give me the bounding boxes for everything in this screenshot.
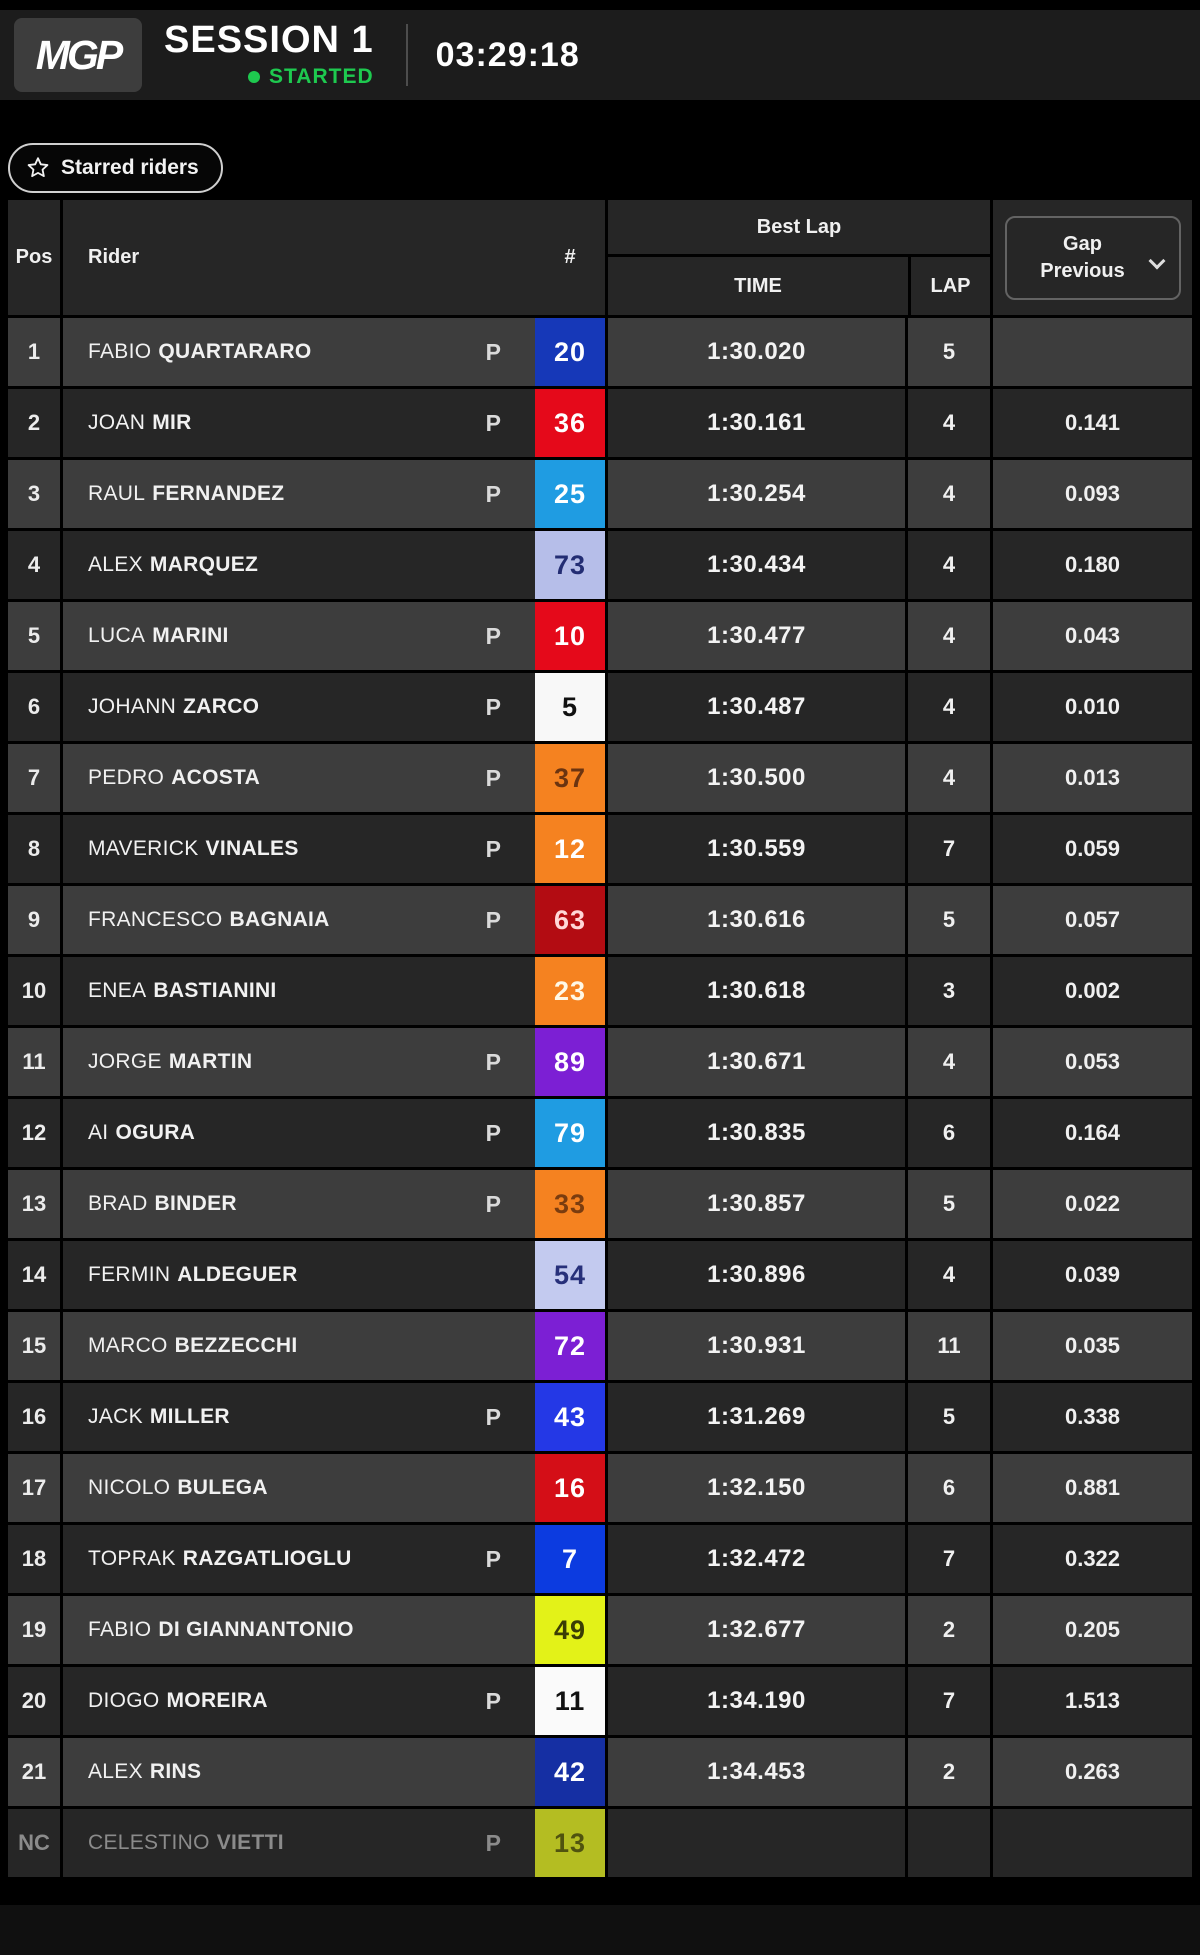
session-clock: 03:29:18: [435, 35, 580, 74]
column-header-time: TIME: [734, 274, 782, 297]
rider-number-plate: 7: [535, 1525, 605, 1593]
rider-number-plate: 54: [535, 1241, 605, 1309]
rider-cell: [60, 389, 535, 457]
best-lap-time: 1:30.161: [605, 389, 905, 457]
rider-cell: [60, 1596, 535, 1664]
gap-value: 0.002: [990, 957, 1192, 1025]
pit-indicator: P: [485, 1403, 501, 1430]
best-lap-number: 6: [905, 1099, 990, 1167]
rider-number-plate: 10: [535, 602, 605, 670]
rider-number-plate: 63: [535, 886, 605, 954]
best-lap-time: 1:30.616: [605, 886, 905, 954]
best-lap-time: 1:30.254: [605, 460, 905, 528]
best-lap-number: 7: [905, 815, 990, 883]
gap-value: [990, 1809, 1192, 1877]
best-lap-number: 11: [905, 1312, 990, 1380]
best-lap-number: 4: [905, 531, 990, 599]
timing-row[interactable]: [8, 1667, 1192, 1738]
rider-name: AI OGURA: [88, 1121, 196, 1144]
rider-number-plate: 23: [535, 957, 605, 1025]
best-lap-number: 6: [905, 1454, 990, 1522]
position-value: 15: [21, 1333, 47, 1358]
rider-number-plate: 20: [535, 318, 605, 386]
timing-row[interactable]: [8, 531, 1192, 602]
best-lap-time: 1:30.020: [605, 318, 905, 386]
rider-name: JACK MILLER: [88, 1405, 230, 1428]
rider-name: TOPRAK RAZGATLIOGLU: [88, 1547, 352, 1570]
rider-name: JOHANN ZARCO: [88, 695, 260, 718]
timing-row[interactable]: [8, 318, 1192, 389]
best-lap-number: 7: [905, 1667, 990, 1735]
rider-name: FERMIN ALDEGUER: [88, 1263, 298, 1286]
rider-number-plate: 25: [535, 460, 605, 528]
rider-name: FABIO QUARTARARO: [88, 340, 312, 363]
position-value: 14: [21, 1262, 47, 1287]
gap-value: 0.053: [990, 1028, 1192, 1096]
timing-row[interactable]: [8, 673, 1192, 744]
timing-row[interactable]: [8, 1312, 1192, 1383]
rider-cell: [60, 1241, 535, 1309]
top-bar: [0, 10, 1200, 100]
gap-value: 0.013: [990, 744, 1192, 812]
best-lap-time: 1:32.677: [605, 1596, 905, 1664]
rider-name: DIOGO MOREIRA: [88, 1689, 268, 1712]
status-dot-icon: [248, 71, 260, 83]
pit-indicator: P: [485, 764, 501, 791]
best-lap-number: 4: [905, 1028, 990, 1096]
best-lap-time: 1:30.671: [605, 1028, 905, 1096]
rider-name: ENEA BASTIANINI: [88, 979, 277, 1002]
rider-cell: [60, 1525, 535, 1593]
best-lap-time: 1:31.269: [605, 1383, 905, 1451]
rider-number-plate: 13: [535, 1809, 605, 1877]
timing-row[interactable]: [8, 744, 1192, 815]
position-value: 9: [27, 907, 41, 932]
pit-indicator: P: [485, 1829, 501, 1856]
best-lap-time: 1:30.487: [605, 673, 905, 741]
rider-cell: [60, 1170, 535, 1238]
best-lap-time: [605, 1809, 905, 1877]
best-lap-time: 1:30.500: [605, 744, 905, 812]
gap-value: 0.039: [990, 1241, 1192, 1309]
best-lap-time: 1:30.857: [605, 1170, 905, 1238]
best-lap-time: 1:30.835: [605, 1099, 905, 1167]
best-lap-time: 1:30.477: [605, 602, 905, 670]
position-value: 13: [21, 1191, 47, 1216]
gap-value: 0.164: [990, 1099, 1192, 1167]
session-title: SESSION 1: [164, 19, 374, 61]
rider-number-plate: 5: [535, 673, 605, 741]
timing-row[interactable]: [8, 1596, 1192, 1667]
position-value: 2: [27, 410, 41, 435]
column-header-best-lap: [605, 200, 990, 315]
header-divider: [406, 24, 408, 86]
best-lap-number: 5: [905, 886, 990, 954]
table-header: [8, 200, 1192, 318]
best-lap-time: 1:30.931: [605, 1312, 905, 1380]
best-lap-number: 3: [905, 957, 990, 1025]
rider-name: RAUL FERNANDEZ: [88, 482, 285, 505]
rider-number-plate: 43: [535, 1383, 605, 1451]
position-value: NC: [18, 1830, 50, 1855]
pit-indicator: P: [485, 622, 501, 649]
gap-value: 0.043: [990, 602, 1192, 670]
rider-name: PEDRO ACOSTA: [88, 766, 261, 789]
session-status: [248, 65, 374, 89]
rider-cell: [60, 460, 535, 528]
best-lap-time: 1:34.453: [605, 1738, 905, 1806]
rider-number-plate: 73: [535, 531, 605, 599]
gap-value: 0.057: [990, 886, 1192, 954]
gap-value: [990, 318, 1192, 386]
gap-value: 0.881: [990, 1454, 1192, 1522]
timing-row[interactable]: [8, 1241, 1192, 1312]
best-lap-time: 1:34.190: [605, 1667, 905, 1735]
rider-name: JORGE MARTIN: [88, 1050, 253, 1073]
gap-value: 0.180: [990, 531, 1192, 599]
best-lap-number: 4: [905, 673, 990, 741]
rider-number-plate: 33: [535, 1170, 605, 1238]
column-header-pos: Pos: [15, 246, 53, 268]
pit-indicator: P: [485, 1190, 501, 1217]
best-lap-time: 1:32.472: [605, 1525, 905, 1593]
position-value: 5: [27, 623, 41, 648]
timing-row[interactable]: [8, 602, 1192, 673]
best-lap-number: 4: [905, 460, 990, 528]
gap-value: 0.338: [990, 1383, 1192, 1451]
gap-dropdown-line2: Previous: [1040, 259, 1125, 282]
rider-number-plate: 79: [535, 1099, 605, 1167]
position-value: 1: [27, 339, 41, 364]
timing-row[interactable]: [8, 1525, 1192, 1596]
rider-cell: [60, 1099, 535, 1167]
pit-indicator: P: [485, 1687, 501, 1714]
rider-number-plate: 36: [535, 389, 605, 457]
session-block: [164, 21, 374, 89]
best-lap-time: 1:30.559: [605, 815, 905, 883]
pit-indicator: P: [485, 1048, 501, 1075]
gap-value: 0.322: [990, 1525, 1192, 1593]
position-value: 18: [21, 1546, 47, 1571]
starred-riders-button[interactable]: [8, 143, 223, 193]
position-value: 12: [21, 1120, 47, 1145]
timing-row[interactable]: [8, 1099, 1192, 1170]
gap-value: 1.513: [990, 1667, 1192, 1735]
pit-indicator: P: [485, 338, 501, 365]
timing-row[interactable]: [8, 1383, 1192, 1454]
pit-indicator: P: [485, 409, 501, 436]
position-value: 6: [27, 694, 41, 719]
rider-cell: [60, 744, 535, 812]
timing-table: [8, 200, 1192, 1880]
rider-number-plate: 49: [535, 1596, 605, 1664]
position-value: 3: [27, 481, 41, 506]
column-header-number: #: [564, 246, 576, 268]
position-value: 21: [21, 1759, 47, 1784]
best-lap-number: 4: [905, 602, 990, 670]
rider-name: FRANCESCO BAGNAIA: [88, 908, 330, 931]
position-value: 16: [21, 1404, 47, 1429]
status-label: STARTED: [269, 65, 374, 88]
pit-indicator: P: [485, 1119, 501, 1146]
timing-row[interactable]: [8, 460, 1192, 531]
gap-value: 0.022: [990, 1170, 1192, 1238]
rider-cell: [60, 1809, 535, 1877]
rider-cell: [60, 318, 535, 386]
rider-cell: [60, 531, 535, 599]
timing-row[interactable]: [8, 1170, 1192, 1241]
rider-cell: [60, 1312, 535, 1380]
rider-cell: [60, 886, 535, 954]
rider-name: CELESTINO VIETTI: [88, 1831, 284, 1854]
best-lap-number: 2: [905, 1738, 990, 1806]
rider-cell: [60, 602, 535, 670]
position-value: 19: [21, 1617, 47, 1642]
timing-row[interactable]: [8, 1028, 1192, 1099]
rider-number-plate: 42: [535, 1738, 605, 1806]
chevron-down-icon: [1148, 252, 1165, 269]
footer-bar: [0, 1905, 1200, 1955]
pit-indicator: P: [485, 835, 501, 862]
rider-cell: [60, 1454, 535, 1522]
pit-indicator: P: [485, 1545, 501, 1572]
position-value: 4: [27, 552, 41, 577]
rider-name: BRAD BINDER: [88, 1192, 237, 1215]
rider-name: JOAN MIR: [88, 411, 192, 434]
best-lap-number: 4: [905, 389, 990, 457]
rider-cell: [60, 1028, 535, 1096]
rider-name: MARCO BEZZECCHI: [88, 1334, 298, 1357]
position-value: 17: [21, 1475, 47, 1500]
rider-number-plate: 12: [535, 815, 605, 883]
best-lap-number: 4: [905, 744, 990, 812]
best-lap-group-label: Best Lap: [608, 200, 990, 257]
position-value: 20: [21, 1688, 47, 1713]
column-header-lap: LAP: [908, 257, 990, 315]
starred-riders-label: Starred riders: [61, 156, 199, 179]
timing-rows: [8, 318, 1192, 1880]
gap-value: 0.035: [990, 1312, 1192, 1380]
rider-cell: [60, 815, 535, 883]
best-lap-number: 7: [905, 1525, 990, 1593]
rider-cell: [60, 1383, 535, 1451]
rider-number-plate: 37: [535, 744, 605, 812]
best-lap-number: 4: [905, 1241, 990, 1309]
timing-row[interactable]: [8, 1738, 1192, 1809]
position-value: 11: [22, 1049, 46, 1074]
gap-value: 0.141: [990, 389, 1192, 457]
pit-indicator: P: [485, 693, 501, 720]
gap-value: 0.093: [990, 460, 1192, 528]
best-lap-number: 5: [905, 318, 990, 386]
rider-name: ALEX RINS: [88, 1760, 202, 1783]
timing-row[interactable]: [8, 1809, 1192, 1880]
column-header-rider: Rider: [60, 200, 535, 315]
position-value: 10: [21, 978, 47, 1003]
rider-number-plate: 89: [535, 1028, 605, 1096]
rider-name: LUCA MARINI: [88, 624, 229, 647]
rider-name: MAVERICK VINALES: [88, 837, 299, 860]
best-lap-number: 5: [905, 1383, 990, 1451]
timing-row[interactable]: [8, 1454, 1192, 1525]
timing-row[interactable]: [8, 957, 1192, 1028]
best-lap-number: 5: [905, 1170, 990, 1238]
pit-indicator: P: [485, 906, 501, 933]
star-icon: [25, 155, 51, 181]
rider-name: ALEX MARQUEZ: [88, 553, 259, 576]
best-lap-time: 1:30.618: [605, 957, 905, 1025]
best-lap-number: [905, 1809, 990, 1877]
rider-cell: [60, 1738, 535, 1806]
best-lap-time: 1:32.150: [605, 1454, 905, 1522]
best-lap-time: 1:30.896: [605, 1241, 905, 1309]
rider-name: FABIO DI GIANNANTONIO: [88, 1618, 354, 1641]
rider-cell: [60, 1667, 535, 1735]
rider-name: NICOLO BULEGA: [88, 1476, 268, 1499]
gap-value: 0.059: [990, 815, 1192, 883]
best-lap-number: 2: [905, 1596, 990, 1664]
column-header-gap: [990, 200, 1192, 315]
timing-row[interactable]: [8, 389, 1192, 460]
motogp-logo-text: MGP: [35, 31, 121, 78]
gap-dropdown-line1: Gap: [1063, 232, 1102, 255]
rider-cell: [60, 957, 535, 1025]
motogp-logo: [14, 18, 142, 92]
timing-row[interactable]: [8, 815, 1192, 886]
gap-value: 0.010: [990, 673, 1192, 741]
rider-number-plate: 11: [535, 1667, 605, 1735]
best-lap-time: 1:30.434: [605, 531, 905, 599]
rider-cell: [60, 673, 535, 741]
rider-number-plate: 72: [535, 1312, 605, 1380]
position-value: 7: [27, 765, 41, 790]
pit-indicator: P: [485, 480, 501, 507]
timing-row[interactable]: [8, 886, 1192, 957]
rider-number-plate: 16: [535, 1454, 605, 1522]
gap-previous-dropdown[interactable]: [1005, 216, 1181, 300]
gap-value: 0.263: [990, 1738, 1192, 1806]
gap-value: 0.205: [990, 1596, 1192, 1664]
position-value: 8: [27, 836, 41, 861]
